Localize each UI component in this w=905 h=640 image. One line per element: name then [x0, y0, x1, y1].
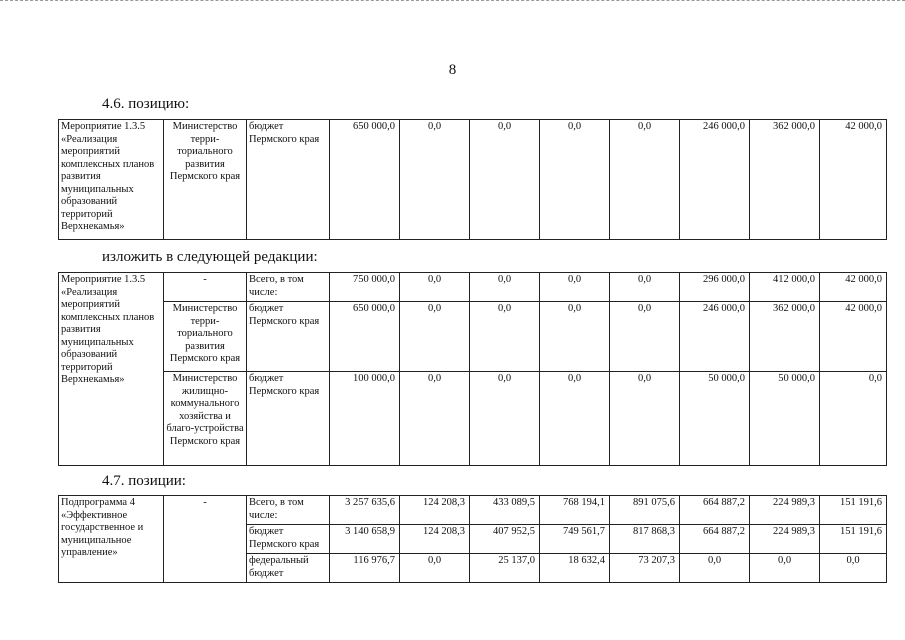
value-cell: 73 207,3 — [610, 554, 680, 583]
value-cell: 0,0 — [820, 372, 887, 466]
value-cell: 0,0 — [540, 372, 610, 466]
value-cell: 296 000,0 — [680, 273, 750, 302]
value-cell: 42 000,0 — [820, 120, 887, 240]
value-cell: 246 000,0 — [680, 120, 750, 240]
value-cell: 0,0 — [820, 554, 887, 583]
value-cell: 0,0 — [610, 120, 680, 240]
section-47-heading: 4.7. позиции: — [102, 473, 186, 489]
source: федеральный бюджет — [247, 554, 330, 583]
source: бюджет Пермского края — [247, 525, 330, 554]
value-cell: 100 000,0 — [330, 372, 400, 466]
measure-name: Мероприятие 1.3.5 «Реализация мероприятий комплексных планов развития муниципальных образований территорий Верхнекамья» — [59, 120, 164, 240]
page-number: 8 — [448, 62, 457, 78]
value-cell: 0,0 — [680, 554, 750, 583]
value-cell: 749 561,7 — [540, 525, 610, 554]
value-cell: 0,0 — [540, 273, 610, 302]
value-cell: 50 000,0 — [750, 372, 820, 466]
value-cell: 407 952,5 — [470, 525, 540, 554]
value-cell: 0,0 — [400, 302, 470, 372]
value-cell: 768 194,1 — [540, 496, 610, 525]
value-cell: 42 000,0 — [820, 273, 887, 302]
table-row — [59, 496, 887, 525]
executor: - — [164, 273, 247, 302]
measure-name: Мероприятие 1.3.5 «Реализация мероприятий комплексных планов развития муниципальных образований территорий Верхнекамья» — [59, 273, 164, 466]
value-cell: 151 191,6 — [820, 525, 887, 554]
value-cell: 0,0 — [540, 302, 610, 372]
program-name: Подпрограмма 4 «Эффективное государственное и муниципальное управление» — [59, 496, 164, 583]
value-cell: 224 989,3 — [750, 496, 820, 525]
table-row — [59, 273, 887, 302]
value-cell: 0,0 — [400, 554, 470, 583]
value-cell: 412 000,0 — [750, 273, 820, 302]
value-cell: 433 089,5 — [470, 496, 540, 525]
value-cell: 0,0 — [470, 120, 540, 240]
value-cell: 664 887,2 — [680, 525, 750, 554]
section-46-heading: 4.6. позицию: — [102, 96, 190, 112]
table-row — [59, 372, 887, 466]
value-cell: 124 208,3 — [400, 496, 470, 525]
value-cell: 50 000,0 — [680, 372, 750, 466]
value-cell: 664 887,2 — [680, 496, 750, 525]
value-cell: 362 000,0 — [750, 120, 820, 240]
table-47 — [58, 495, 887, 583]
value-cell: 817 868,3 — [610, 525, 680, 554]
value-cell: 362 000,0 — [750, 302, 820, 372]
value-cell: 0,0 — [540, 120, 610, 240]
value-cell: 0,0 — [470, 302, 540, 372]
source: бюджет Пермского края — [247, 120, 330, 240]
executor: - — [164, 496, 247, 583]
value-cell: 0,0 — [400, 372, 470, 466]
value-cell: 750 000,0 — [330, 273, 400, 302]
table-row — [59, 120, 887, 240]
source: Всего, в том числе: — [247, 273, 330, 302]
value-cell: 0,0 — [610, 302, 680, 372]
value-cell: 42 000,0 — [820, 302, 887, 372]
table-46-new — [58, 272, 887, 466]
value-cell: 3 140 658,9 — [330, 525, 400, 554]
value-cell: 3 257 635,6 — [330, 496, 400, 525]
value-cell: 224 989,3 — [750, 525, 820, 554]
source: Всего, в том числе: — [247, 496, 330, 525]
value-cell: 0,0 — [400, 120, 470, 240]
value-cell: 891 075,6 — [610, 496, 680, 525]
value-cell: 25 137,0 — [470, 554, 540, 583]
replace-heading: изложить в следующей редакции: — [102, 249, 318, 265]
table-46-original — [58, 119, 887, 240]
executor: Министерство терри-ториального развития Пермского края — [164, 302, 247, 372]
value-cell: 124 208,3 — [400, 525, 470, 554]
value-cell: 650 000,0 — [330, 302, 400, 372]
source: бюджет Пермского края — [247, 302, 330, 372]
value-cell: 246 000,0 — [680, 302, 750, 372]
value-cell: 0,0 — [610, 273, 680, 302]
value-cell: 0,0 — [400, 273, 470, 302]
table-row — [59, 302, 887, 372]
value-cell: 0,0 — [470, 273, 540, 302]
value-cell: 0,0 — [610, 372, 680, 466]
executor: Министерство жилищно-коммунального хозяйства и благо-устройства Пермского края — [164, 372, 247, 466]
value-cell: 151 191,6 — [820, 496, 887, 525]
value-cell: 116 976,7 — [330, 554, 400, 583]
value-cell: 18 632,4 — [540, 554, 610, 583]
value-cell: 0,0 — [470, 372, 540, 466]
scan-edge — [0, 0, 905, 3]
value-cell: 0,0 — [750, 554, 820, 583]
source: бюджет Пермского края — [247, 372, 330, 466]
value-cell: 650 000,0 — [330, 120, 400, 240]
executor: Министерство терри-ториального развития Пермского края — [164, 120, 247, 240]
